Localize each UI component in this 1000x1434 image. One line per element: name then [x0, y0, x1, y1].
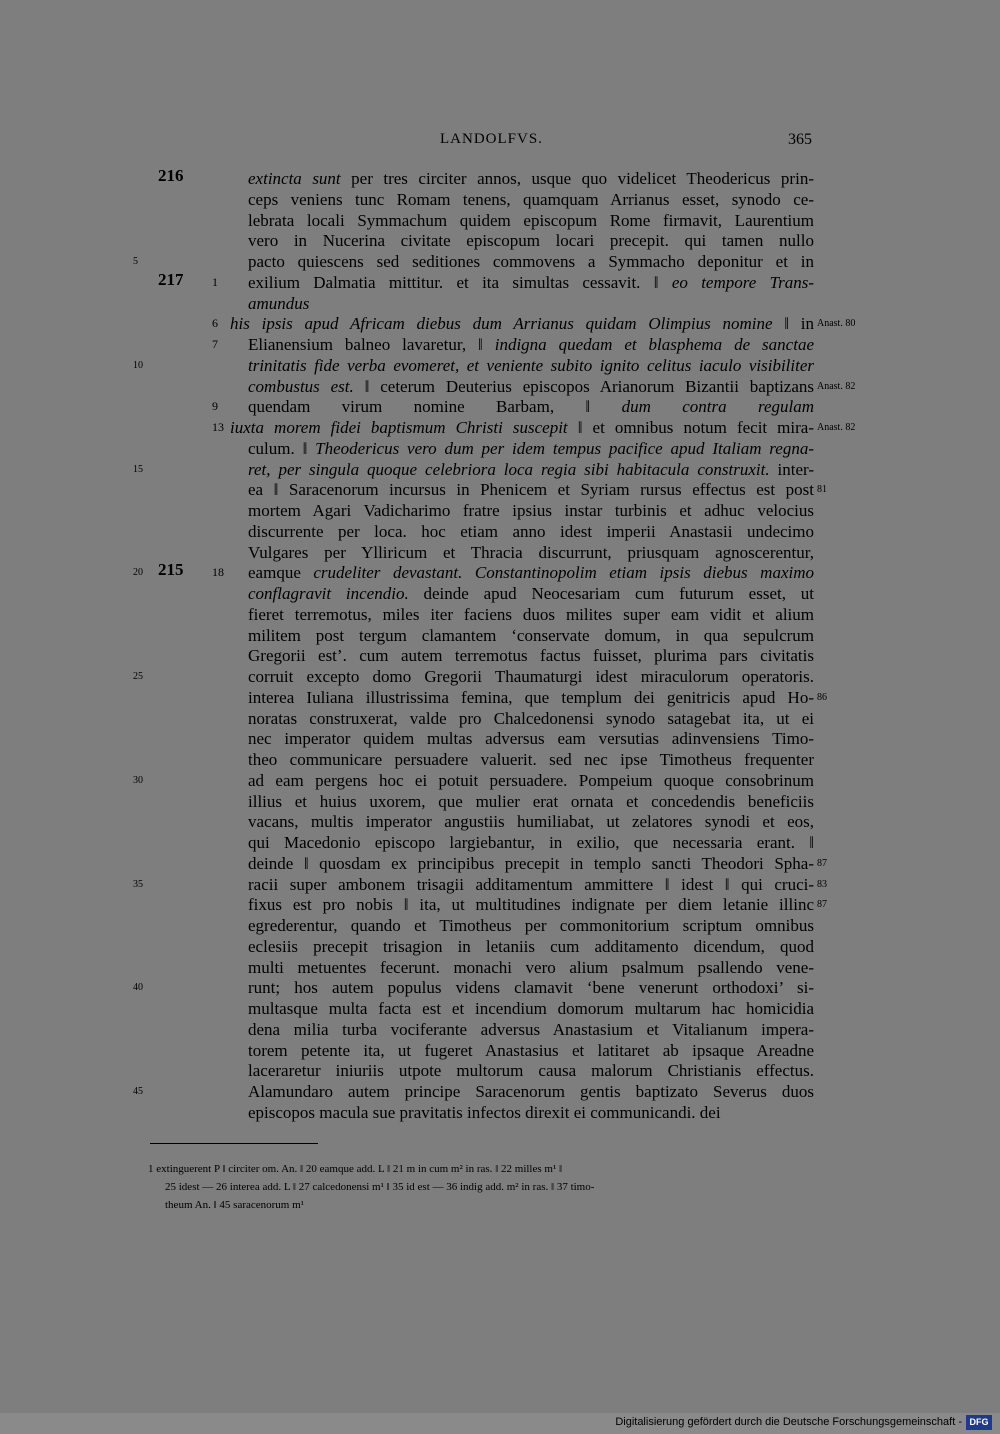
text-line	[0, 998, 1000, 1019]
dfg-logo-icon: DFG	[966, 1415, 992, 1430]
text-line-content: noratas construxerat, valde pro Chalcedonensi synodo satagebat ita, ut ei	[248, 708, 814, 728]
text-line	[0, 811, 1000, 832]
text-line	[0, 832, 1000, 853]
text-line-content: pacto quiescens sed seditiones commovens a Symmacho deponitur et in	[248, 252, 814, 271]
text-line-content: torem petente ita, ut fugeret Anastasius et latitaret ab ipsaque Areadne	[248, 1040, 814, 1060]
footnote-line: 25 idest — 26 interea add. L ‖ 27 calcedonensi m¹ ‖ 35 id est — 36 indig add. m² in ras. ‖ 37 timo-	[165, 1181, 595, 1193]
line-number: 10	[133, 359, 143, 371]
text-line-content: combustus est. ‖ ceterum Deuterius episcopos Arianorum Bizantii baptizans	[248, 376, 814, 396]
text-line	[0, 708, 1000, 729]
line-number: 30	[133, 774, 143, 786]
text-line-content: corruit excepto domo Gregorii Thaumaturgi idest miraculorum operatoris.	[248, 667, 814, 686]
text-line-content: illius et huius uxorem, que mulier erat ornata et concedendis beneficiis	[248, 791, 814, 811]
text-line	[0, 396, 1000, 417]
text-line	[0, 1019, 1000, 1040]
side-reference: Anast. 82	[817, 380, 856, 392]
text-line	[0, 562, 1000, 583]
text-line-content: Alamundaro autem principe Saracenorum gentis baptizato Severus duos	[248, 1082, 814, 1101]
text-line	[0, 770, 1000, 791]
text-line-content: fieret terremotus, miles iter faciens duos milites super eam vidit et alium	[248, 604, 814, 624]
side-reference: Anast. 82	[817, 422, 856, 433]
text-line	[0, 853, 1000, 874]
text-line-content: ret, per singula quoque celebriora loca regia sibi habitacula construxit. inter-	[248, 459, 814, 479]
text-line	[0, 479, 1000, 500]
text-line	[0, 1081, 1000, 1102]
side-reference: 86	[817, 691, 827, 703]
credit-bar	[0, 1413, 1000, 1434]
text-line-content: discurrente per loca. hoc etiam anno idest imperii Anastasii undecimo	[248, 521, 814, 541]
side-reference: Anast. 80	[817, 318, 856, 330]
text-line	[0, 438, 1000, 459]
side-reference: 87	[817, 857, 827, 869]
text-line	[0, 604, 1000, 625]
text-line-content: ad eam pergens hoc ei potuit persuadere. Pompeium quoque consobrinum	[248, 770, 814, 790]
credit-text: Digitalisierung gefördert durch die Deutsche Forschungsgemeinschaft -	[615, 1416, 962, 1428]
text-line	[0, 334, 1000, 355]
footnote-line: theum An. ‖ 45 saracenorum m¹	[165, 1199, 304, 1211]
text-line-content: iuxta morem fidei baptismum Christi suscepit ‖ et omnibus notum fecit mira-	[230, 418, 814, 437]
text-line-content: conflagravit incendio. deinde apud Neocesariam cum futurum esset, ut	[248, 584, 814, 603]
text-line-content: mortem Agari Vadicharimo fratre ipsius instar turbinis et adhuc velocius	[248, 501, 814, 520]
margin-reference-number: 216	[158, 166, 184, 185]
text-line	[0, 957, 1000, 978]
text-line	[0, 894, 1000, 915]
text-line-content: fixus est pro nobis ‖ ita, ut multitudines indignate per diem letanie illinc	[248, 895, 814, 915]
text-line	[0, 1040, 1000, 1061]
text-line-content: egrederentur, quando et Timotheus per commonitorium scriptum omnibus	[248, 916, 814, 935]
text-line	[0, 583, 1000, 604]
text-line	[0, 1060, 1000, 1081]
text-line	[0, 749, 1000, 770]
page-header	[0, 131, 1000, 151]
text-line	[0, 915, 1000, 936]
text-line	[0, 521, 1000, 542]
text-line	[0, 355, 1000, 376]
text-line	[0, 313, 1000, 334]
text-line-content: lebrata locali Symmachum quidem episcopum Rome firmavit, Laurentium	[248, 210, 814, 230]
line-number: 40	[133, 982, 143, 994]
text-line	[0, 542, 1000, 563]
line-number: 35	[133, 878, 143, 890]
text-line	[0, 189, 1000, 210]
text-line-content: ceps veniens tunc Romam tenens, quamquam Arrianus esset, synodo ce-	[248, 189, 814, 209]
text-line-content: his ipsis apud Africam diebus dum Arrianus quidam Olimpius nomine ‖ in	[230, 314, 815, 334]
text-line	[0, 645, 1000, 666]
line-number: 20	[133, 567, 143, 579]
text-line-content: culum. ‖ Theodericus vero dum per idem tempus pacifice apud Italiam regna-	[248, 438, 814, 458]
text-line-content: deinde ‖ quosdam ex principibus precepit in templo sancti Theodori Spha-	[248, 853, 814, 873]
side-reference: 83	[817, 878, 827, 890]
text-line	[0, 625, 1000, 646]
text-line-content: multasque multa facta est et incendium domorum multarum hac homicidia	[248, 999, 814, 1018]
source-line-number: 18	[212, 565, 224, 580]
text-line-content: eclesiis precepit trisagion in letaniis cum additamento dicendum, quod	[248, 936, 814, 956]
text-line-content: eamque crudeliter devastant. Constantinopolim etiam ipsis diebus maximo	[248, 563, 814, 583]
margin-reference-number: 217	[158, 269, 184, 289]
text-line	[0, 874, 1000, 895]
footnote-line: 1 extinguerent P ‖ circiter om. An. ‖ 20 eamque add. L ‖ 21 m in cum m² in ras. ‖ 22 milles m¹ ‖	[148, 1163, 563, 1175]
source-line-number: 1	[212, 274, 218, 289]
text-line-content: extincta sunt per tres circiter annos, usque quo videlicet Theodericus prin-	[248, 169, 814, 188]
side-reference: 87	[817, 899, 827, 911]
text-line-content: interea Iuliana illustrissima femina, que templum dei genitricis apud Ho-	[248, 687, 814, 707]
line-number: 25	[133, 671, 143, 682]
text-line	[0, 417, 1000, 438]
text-line-content: Gregorii est’. cum autem terremotus factus fuisset, plurima pars civitatis	[248, 646, 814, 666]
text-line	[0, 1102, 1000, 1123]
text-line-content: theo communicare persuadere valuerit. sed nec ipse Timotheus frequenter	[248, 750, 814, 769]
text-line-content: dena milia turba vociferante adversus Anastasium et Vitalianum impera-	[248, 1019, 814, 1039]
source-line-number: 7	[212, 337, 218, 351]
text-line	[0, 936, 1000, 957]
text-line	[0, 230, 1000, 251]
line-number: 15	[133, 463, 143, 475]
text-line-content: Vulgares per Ylliricum et Thracia discurrunt, priusquam agnoscerentur,	[248, 542, 814, 562]
margin-reference-number: 215	[158, 560, 184, 580]
text-line-content: multi metuentes fecerunt. monachi vero alium psalmum psallendo vene-	[248, 957, 814, 977]
text-line	[0, 269, 1000, 293]
text-line-content: vero in Nucerina civitate episcopum locari precepit. qui tamen nullo	[248, 231, 814, 251]
text-line-content: episcopos macula sue pravitatis infectos direxit ei communicandi. dei	[248, 1102, 721, 1122]
source-line-number: 13	[212, 420, 224, 434]
text-line-content: nec imperator quidem multas adversus eam versutias adinvensiens Timo-	[248, 729, 814, 749]
text-line-content: militem post tergum clamantem ‘conservate domum, in qua sepulcrum	[248, 625, 814, 645]
text-line-content: qui Macedonio episcopo largiebantur, in exilio, que necessaria erant. ‖	[248, 833, 814, 852]
text-line	[0, 666, 1000, 687]
text-line	[0, 728, 1000, 749]
text-line-content: vacans, multis imperator angustiis humiliabat, ut zelatores synodi et eos,	[248, 812, 814, 832]
text-line	[0, 168, 1000, 189]
text-line	[0, 459, 1000, 480]
text-line	[0, 687, 1000, 708]
text-line	[0, 210, 1000, 231]
source-line-number: 6	[212, 316, 218, 331]
text-line	[0, 376, 1000, 397]
text-line	[0, 977, 1000, 998]
text-line	[0, 293, 1000, 314]
text-line-content: laceraretur iniuriis utpote multorum causa malorum Christianis effectus.	[248, 1061, 814, 1081]
text-line-content: ea ‖ Saracenorum incursus in Phenicem et Syriam rursus effectus est post	[248, 480, 814, 500]
text-line-content: exilium Dalmatia mittitur. et ita simultas cessavit. ‖ eo tempore Trans-	[248, 272, 815, 292]
text-line-content: amundus	[248, 293, 310, 313]
line-number: 5	[133, 256, 138, 267]
text-line	[0, 251, 1000, 272]
text-line-content: trinitatis fide verba evomeret, et veniente subito ignito celitus iaculo visibiliter	[248, 355, 814, 375]
side-reference: 81	[817, 484, 827, 496]
text-line-content: racii super ambonem trisagii additamentum ammittere ‖ idest ‖ qui cruci-	[248, 874, 814, 894]
text-line	[0, 500, 1000, 521]
text-line-content: quendam virum nomine Barbam, ‖ dum contra regulam	[248, 397, 814, 417]
page-number: 365	[788, 131, 812, 148]
footnote-divider	[150, 1143, 318, 1144]
text-line	[0, 791, 1000, 812]
running-title: LANDOLFVS.	[440, 131, 543, 147]
line-number: 45	[133, 1086, 143, 1097]
source-line-number: 9	[212, 399, 218, 414]
text-line-content: runt; hos autem populus videns clamavit ‘bene venerunt orthodoxi’ si-	[248, 978, 814, 998]
text-line-content: Elianensium balneo lavaretur, ‖ indigna quedam et blasphema de sanctae	[248, 335, 814, 354]
